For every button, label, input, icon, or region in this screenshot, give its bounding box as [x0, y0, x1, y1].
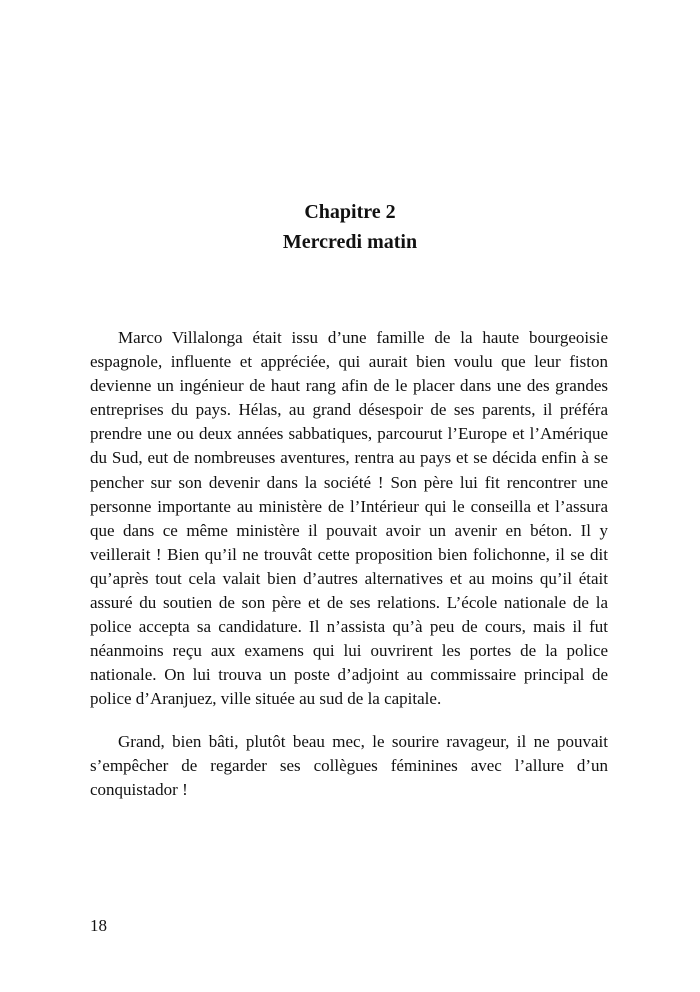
chapter-number: Chapitre 2: [304, 201, 396, 223]
paragraph-1: Marco Villalonga était issu d’une famille de la haute bourgeoisie espagnole, influente et appréciée, qui aurait bien voulu que leur fiston devienne un ingénieur de haut rang afin de le placer dans une des grandes entreprises du pays. Hélas, au grand désespoir de ses parents, il préféra prendre une ou deux années sabbatiques, parcourut l’Europe et l’Amérique du Sud, eut de nombreuses aventures, rentra au pays et se décida enfin à se pencher sur son devenir dans la société ! Son père lui fit rencontrer une personne importante au ministère de l’Intérieur qui le conseilla et l’assura que dans ce même ministère il pouvait avoir un avenir en béton. Il y veillerait ! Bien qu’il ne trouvât cette proposition bien folichonne, il se dit qu’après tout cela valait bien d’autres alternatives et au moins qu’il était assuré du soutien de son père et de ses relations. L’école nationale de la police accepta sa candidature. Il n’assista qu’à peu de cours, mais il fut néanmoins reçu aux examens qui lui ouvrirent les portes de la police nationale. On lui trouva un poste d’adjoint au commissaire principal de police d’Aranjuez, ville située au sud de la capitale.: [90, 328, 608, 709]
page-number: 18: [90, 916, 107, 935]
chapter-heading: [0, 197, 700, 257]
chapter-title: Mercredi matin: [282, 231, 418, 253]
paragraph-2: Grand, bien bâti, plutôt beau mec, le sourire ravageur, il ne pouvait s’empêcher de regarder ses collègues féminines avec l’allure d’un conquistador !: [90, 731, 608, 799]
body-text: [90, 326, 608, 802]
